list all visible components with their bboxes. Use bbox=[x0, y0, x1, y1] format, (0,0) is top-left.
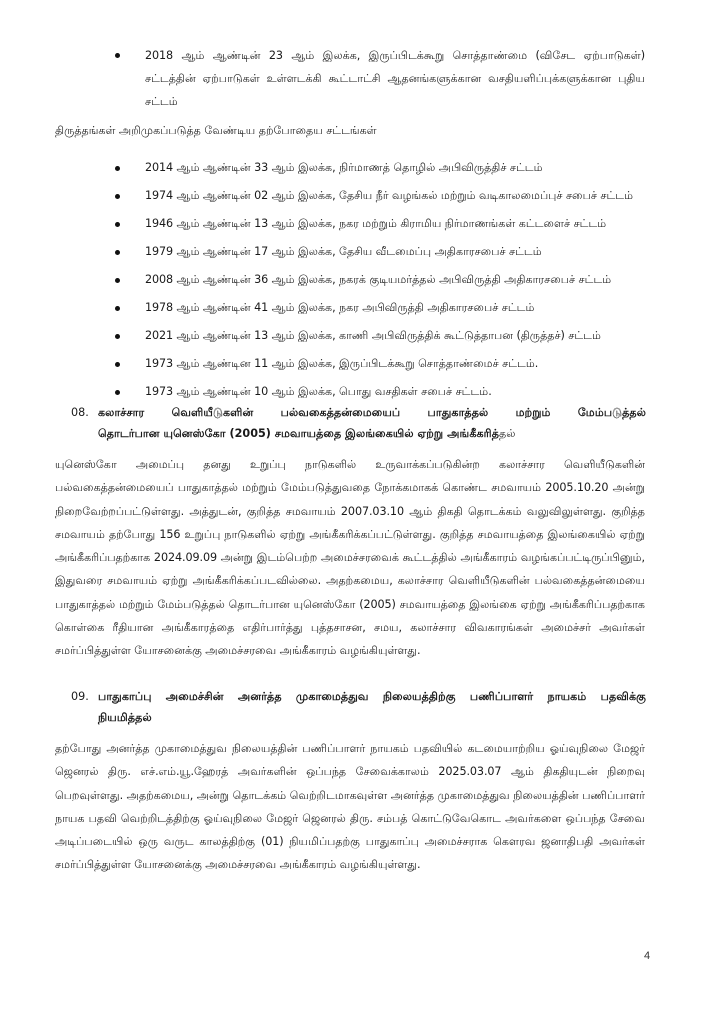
list-item-text: 1973 ஆம் ஆண்டின் 10 ஆம் இலக்க, பொது வசதிகள் சபைச் சட்டம். bbox=[145, 385, 492, 398]
list-item-text: 2014 ஆம் ஆண்டின் 33 ஆம் இலக்க, நிர்மாணத் தொழில் அபிவிருத்திச் சட்டம் bbox=[145, 161, 543, 174]
bullet-icon bbox=[115, 194, 120, 199]
section-09-body: தற்போது அனர்த்த முகாமைத்துவ நிலையத்தின் பணிப்பாளர் நாயகம் பதவியில் கடமையாற்றிய ஓய்வுநிலை மேஜர் ஜெனரல் திரு. எச்.எம்.யூ.ஹேரத் அவர்களின் ஒப்பந்த சேவைக்காலம் 2025.03.07 ஆம் திகதியுடன் நிறைவு பெறவுள்ளது. அதற்கமைய, அன்று தொடக்கம் வெற்றிடமாகவுள்ள அனர்த்த முகாமைத்துவ நிலையத்தின் பணிப்பாளர் நாயக பதவி வெற்றிடத்திற்கு ஓய்வுநிலை மேஜர் ஜெனரல் திரு. சம்பத் கொட்டுவேகொட அவர்களை ஒப்பந்த சேவை அடிப்படையில் ஒரு வருட காலத்திற்கு (01) நியமிப்பதற்கு பாதுகாப்பு அமைச்சராக கௌரவ ஜனாதிபதி அவர்கள் சமர்ப்பித்துள்ள யோசனைக்கு அமைச்சரவை அங்கீகாரம் வழங்கியுள்ளது. bbox=[55, 742, 645, 872]
bullet-icon bbox=[115, 306, 120, 311]
list-item bbox=[115, 325, 645, 347]
section-title-line2-bold: தொடர்பான யுனெஸ்கோ (2005) சமவாயத்தை இலங்கையில் ஏற்று அங்கீகரித் bbox=[98, 427, 499, 440]
bullet-icon bbox=[115, 334, 120, 339]
section-title-line2 bbox=[71, 423, 646, 444]
section-title-line2 bbox=[71, 707, 646, 728]
section-title-line1: கலாச்சார வெளியீடுகளின் பல்வகைத்தன்மையைப் பாதுகாத்தல் மற்றும் மேம்படுத்தல் bbox=[98, 406, 646, 419]
list-item-text: 1946 ஆம் ஆண்டின் 13 ஆம் இலக்க, நகர மற்றும் கிராமிய நிர்மாணங்கள் கட்டளைச் சட்டம் bbox=[145, 217, 607, 230]
list-item-text: 1974 ஆம் ஆண்டின் 02 ஆம் இலக்க, தேசிய நீர் வழங்கல் மற்றும் வடிகாலமைப்புச் சபைச் சட்டம் bbox=[145, 189, 634, 202]
new-law-bullet-list bbox=[115, 44, 645, 119]
bullet-icon bbox=[115, 166, 120, 171]
list-item bbox=[115, 157, 645, 179]
section-number: 09. bbox=[71, 690, 89, 703]
bullet-icon bbox=[115, 390, 120, 395]
list-item bbox=[115, 381, 645, 403]
section-title-line2-tail: தல் bbox=[499, 427, 516, 440]
bullet-icon bbox=[115, 250, 120, 255]
section-09-heading bbox=[71, 686, 646, 728]
amendments-heading: திருத்தங்கள் அறிமுகப்படுத்த வேண்டிய தற்போதைய சட்டங்கள் bbox=[55, 124, 377, 137]
list-item bbox=[115, 185, 645, 207]
list-item bbox=[115, 297, 645, 319]
section-08-body: யுனெஸ்கோ அமைப்பு தனது உறுப்பு நாடுகளில் உருவாக்கப்படுகின்ற கலாச்சார வெளியீடுகளின் பல்வகைத்தன்மையைப் பாதுகாத்தல் மற்றும் மேம்படுத்துவதை நோக்கமாகக் கொண்ட சமவாயம் 2005.10.20 அன்று நிறைவேற்றப்பட்டுள்ளது. அத்துடன், குறித்த சமவாயம் 2007.03.10 ஆம் திகதி தொடக்கம் வலுவிலுள்ளது. குறித்த சமவாயம் தற்போது 156 உறுப்பு நாடுகளில் ஏற்று அங்கீகரிக்கப்பட்டுள்ளது. குறித்த சமவாயத்தை இலங்கையில் ஏற்று அங்கீகரிப்பதற்காக 2024.09.09 அன்று இடம்பெற்ற அமைச்சரவைக் கூட்டத்தில் அங்கீகாரம் வழங்கப்பட்டிருப்பினும், இதுவரை சமவாயம் ஏற்று அங்கீகரிக்கப்படவில்லை. அதற்கமைய, கலாச்சார வெளியீடுகளின் பல்வகைத்தன்மையை பாதுகாத்தல் மற்றும் மேம்படுத்தல் தொடர்பான யுனெஸ்கோ (2005) சமவாயத்தை இலங்கை ஏற்று அங்கீகரிப்பதற்காக கொள்கை ரீதியான அங்கீகாரத்தை எதிர்பார்த்து புத்தசாசன, சமய, கலாச்சார விவகாரங்கள் அமைச்சர் அவர்கள் சமர்ப்பித்துள்ள யோசனைக்கு அமைச்சரவை அங்கீகாரம் வழங்கியுள்ளது. bbox=[55, 458, 645, 658]
page-number: 4 bbox=[644, 950, 651, 962]
bullet-icon bbox=[115, 222, 120, 227]
list-item-text: 1978 ஆம் ஆண்டின் 41 ஆம் இலக்க, நகர அபிவிருத்தி அதிகாரசபைச் சட்டம் bbox=[145, 301, 535, 314]
list-item-text: 1973 ஆம் ஆண்டின 11 ஆம் இலக்க, இருப்பிடக்கூறு சொத்தாண்மைச் சட்டம். bbox=[145, 357, 539, 370]
list-item bbox=[115, 241, 645, 263]
list-item-text: 2018 ஆம் ஆண்டின் 23 ஆம் இலக்க, இருப்பிடக்கூறு சொத்தாண்மை (விசேட ஏற்பாடுகள்) சட்டத்தின் ஏற்பாடுகள் உள்ளடக்கி கூட்டாட்சி ஆதனங்களுக்கான வசதியளிப்புக்களுக்கான புதிய சட்டம் bbox=[145, 49, 645, 108]
amendments-bullet-list bbox=[115, 157, 645, 409]
list-item bbox=[115, 353, 645, 375]
bullet-icon bbox=[115, 53, 120, 58]
list-item-text: 2021 ஆம் ஆண்டின் 13 ஆம் இலக்க, காணி அபிவிருத்திக் கூட்டுத்தாபன (திருத்தச்) சட்டம் bbox=[145, 329, 601, 342]
list-item bbox=[115, 213, 645, 235]
bullet-icon bbox=[115, 362, 120, 367]
section-title-line2-bold: நியமித்தல் bbox=[98, 711, 152, 724]
list-item-text: 1979 ஆம் ஆண்டின் 17 ஆம் இலக்க, தேசிய வீடமைப்பு அதிகாரசபைச் சட்டம் bbox=[145, 245, 542, 258]
section-number: 08. bbox=[71, 406, 89, 419]
list-item bbox=[115, 269, 645, 291]
bullet-icon bbox=[115, 278, 120, 283]
section-title-line1: பாதுகாப்பு அமைச்சின் அனர்த்த முகாமைத்துவ நிலையத்திற்கு பணிப்பாளர் நாயகம் பதவிக்கு bbox=[98, 690, 646, 703]
section-08-heading bbox=[71, 402, 646, 444]
list-item bbox=[115, 44, 645, 113]
list-item-text: 2008 ஆம் ஆண்டின் 36 ஆம் இலக்க, நகரக் குடியமர்த்தல் அபிவிருத்தி அதிகாரசபைச் சட்டம் bbox=[145, 273, 612, 286]
